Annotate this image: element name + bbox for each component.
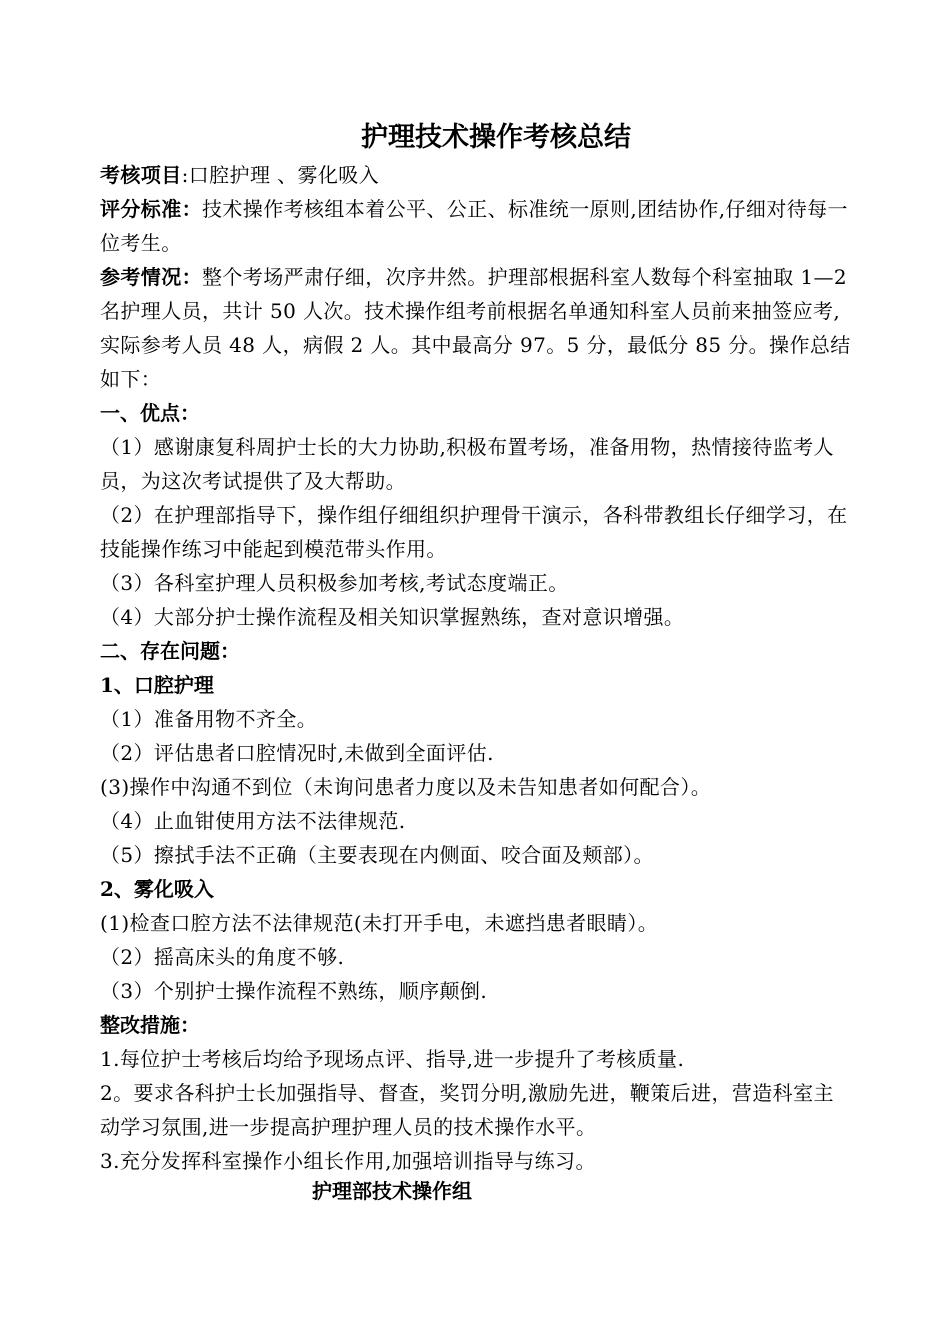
section-heading-strengths: 一、优点：: [100, 401, 200, 425]
section-heading-problems: 二、存在问题：: [100, 639, 240, 663]
list-item: (3)操作中沟通不到位（未询问患者力度以及未告知患者如何配合）。: [100, 775, 712, 799]
document-body: [100, 118, 852, 1178]
list-item: 3.充分发挥科室操作小组长作用,加强培训指导与练习。: [100, 1149, 596, 1173]
list-item: （3）各科室护理人员积极参加考核,考试态度端正。: [100, 571, 569, 595]
list-item: （1）感谢康复科周护士长的大力协助,积极布置考场，准备用物，热情接待监考人员，为这次考试提供了及大帮助。: [100, 435, 834, 493]
list-item: 1.每位护士考核后均给予现场点评、指导,进一步提升了考核质量.: [100, 1047, 685, 1071]
project-line: [100, 158, 852, 192]
project-separator: :: [181, 163, 189, 187]
list-item: (1)检查口腔方法不法律规范(未打开手电，未遮挡患者眼睛）。: [100, 911, 659, 935]
page-title: 护理技术操作考核总结: [361, 122, 631, 153]
list-item: （2）评估患者口腔情况时,未做到全面评估.: [100, 741, 494, 765]
list-item: （5）擦拭手法不正确（主要表现在内侧面、咬合面及颊部）。: [100, 843, 654, 867]
participation-text: 整个考场严肃仔细，次序井然。护理部根据科室人数每个科室抽取 1—2 名护理人员，共计 50 人次。技术操作组考前根据名单通知科室人员前来抽签应考,实际参考人员 48 人，病假 2 人。其中最高分 97。5 分，最低分 85 分。操作总结如下：: [100, 265, 854, 391]
list-item: （4）大部分护士操作流程及相关知识掌握熟练，查对意识增强。: [100, 605, 685, 629]
criteria-text: 技术操作考核组本着公平、公正、标准统一原则,团结协作,仔细对待每一位考生。: [100, 197, 848, 255]
project-text: 口腔护理 、雾化吸入: [188, 163, 380, 187]
subheading-nebulization: 2、雾化吸入: [100, 877, 214, 901]
list-item: 2。要求各科护士长加强指导、督查，奖罚分明,激励先进，鞭策后进，营造科室主动学习氛围,进一步提高护理护理人员的技术操作水平。: [100, 1081, 834, 1139]
criteria-label: 评分标准：: [100, 197, 202, 221]
project-label: 考核项目: [100, 163, 182, 187]
list-item: （1）准备用物不齐全。: [100, 707, 318, 731]
section-heading-measures: 整改措施：: [100, 1013, 200, 1037]
list-item: （4）止血钳使用方法不法律规范.: [100, 809, 406, 833]
list-item: （3）个别护士操作流程不熟练，顺序颠倒.: [100, 979, 488, 1003]
subheading-oral-care: 1、口腔护理: [100, 673, 214, 697]
list-item: （2）摇高床头的角度不够.: [100, 945, 345, 969]
participation-label: 参考情况：: [100, 265, 202, 289]
signature: 护理部技术操作组: [312, 1179, 472, 1203]
list-item: （2）在护理部指导下，操作组仔细组织护理骨干演示，各科带教组长仔细学习，在技能操作练习中能起到模范带头作用。: [100, 503, 848, 561]
participation-paragraph: [100, 260, 852, 396]
criteria-paragraph: [100, 192, 852, 260]
